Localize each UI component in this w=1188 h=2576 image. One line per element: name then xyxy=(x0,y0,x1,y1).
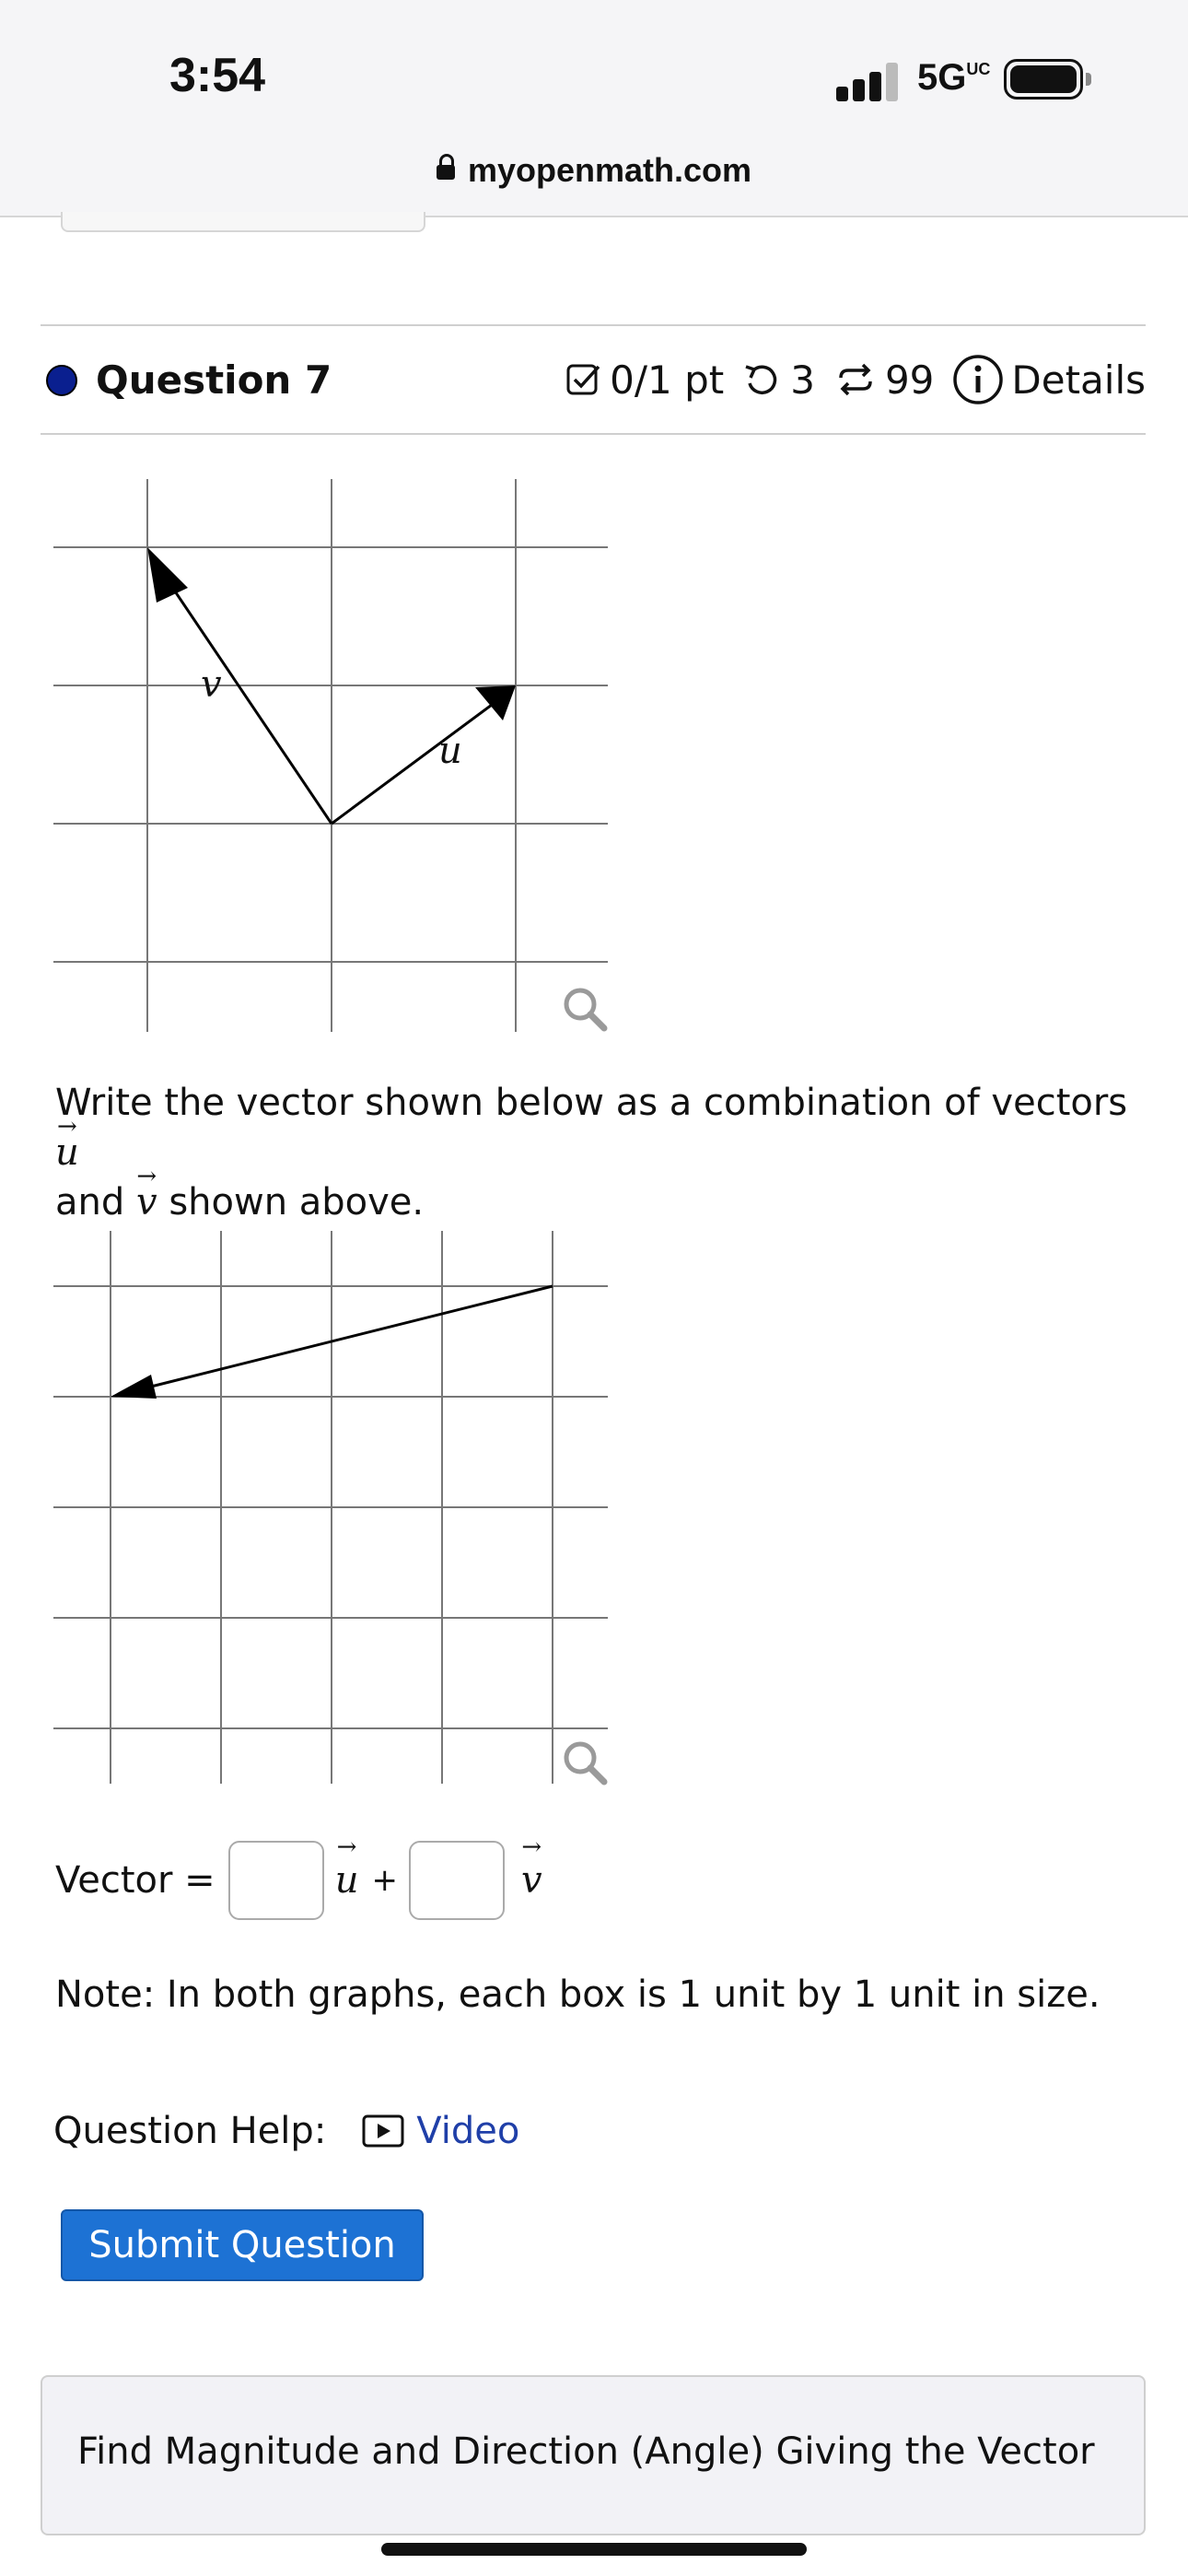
vector-graph-uv xyxy=(53,479,611,1037)
battery-icon xyxy=(1004,59,1083,100)
retries-count: 3 xyxy=(790,357,815,403)
repeat-icon xyxy=(833,361,878,398)
score-text: 0/1 pt xyxy=(610,357,725,403)
submit-question-button[interactable]: Submit Question xyxy=(61,2209,424,2281)
lock-icon xyxy=(437,165,455,180)
status-time: 3:54 xyxy=(169,49,266,102)
info-icon xyxy=(952,354,1004,405)
answer-u-symbol: → u xyxy=(335,1859,359,1902)
vector-label: Vector = xyxy=(55,1859,215,1902)
answer-row xyxy=(55,1839,542,1922)
home-indicator[interactable] xyxy=(381,2543,807,2556)
attempts-item xyxy=(833,357,934,403)
answer-v-symbol: → v xyxy=(521,1859,542,1902)
related-video-card[interactable]: Find Magnitude and Direction (Angle) Giving the Vector xyxy=(41,2375,1146,2535)
note-text: Note: In both graphs, each box is 1 unit by 1 unit in size. xyxy=(55,1973,1101,2016)
plus-sign: + xyxy=(371,1862,398,1899)
question-header xyxy=(41,324,1146,435)
prompt-and: and xyxy=(55,1181,125,1224)
url-bar[interactable] xyxy=(0,151,1188,190)
target-vector-graph xyxy=(53,1231,611,1789)
zoom-icon[interactable] xyxy=(560,984,610,1034)
zoom-icon-2[interactable] xyxy=(560,1738,610,1787)
previous-content-stub xyxy=(61,212,425,232)
prompt-text-1: Write the vector shown below as a combination of vectors xyxy=(55,1082,1128,1124)
signal-icon xyxy=(836,63,899,101)
vector-u xyxy=(332,685,516,824)
score-item xyxy=(565,357,724,403)
v-coefficient-input[interactable] xyxy=(409,1841,505,1920)
url-text: myopenmath.com xyxy=(467,151,752,189)
question-title: Question 7 xyxy=(96,357,332,403)
retries-item xyxy=(742,357,815,403)
attempts-count: 99 xyxy=(884,357,935,403)
video-icon xyxy=(361,2113,405,2149)
prompt-text-2: shown above. xyxy=(169,1181,425,1224)
help-label: Question Help: xyxy=(53,2110,327,2152)
video-link[interactable]: Video xyxy=(416,2110,520,2152)
label-u: u xyxy=(438,730,462,772)
question-meta xyxy=(547,354,1146,405)
details-label: Details xyxy=(1011,357,1146,403)
vector-u-symbol: → u xyxy=(55,1128,79,1177)
question-help xyxy=(53,2110,519,2152)
u-coefficient-input[interactable] xyxy=(228,1841,324,1920)
vector-v-symbol: → v xyxy=(136,1177,157,1227)
retry-icon xyxy=(742,361,783,398)
label-v: v xyxy=(201,663,222,706)
browser-chrome xyxy=(0,0,1188,217)
details-button[interactable] xyxy=(952,354,1146,405)
network-indicator: 5GUC xyxy=(917,57,991,98)
question-status-dot xyxy=(46,365,77,396)
question-prompt xyxy=(55,1078,1151,1227)
checkbox-icon xyxy=(565,361,602,398)
